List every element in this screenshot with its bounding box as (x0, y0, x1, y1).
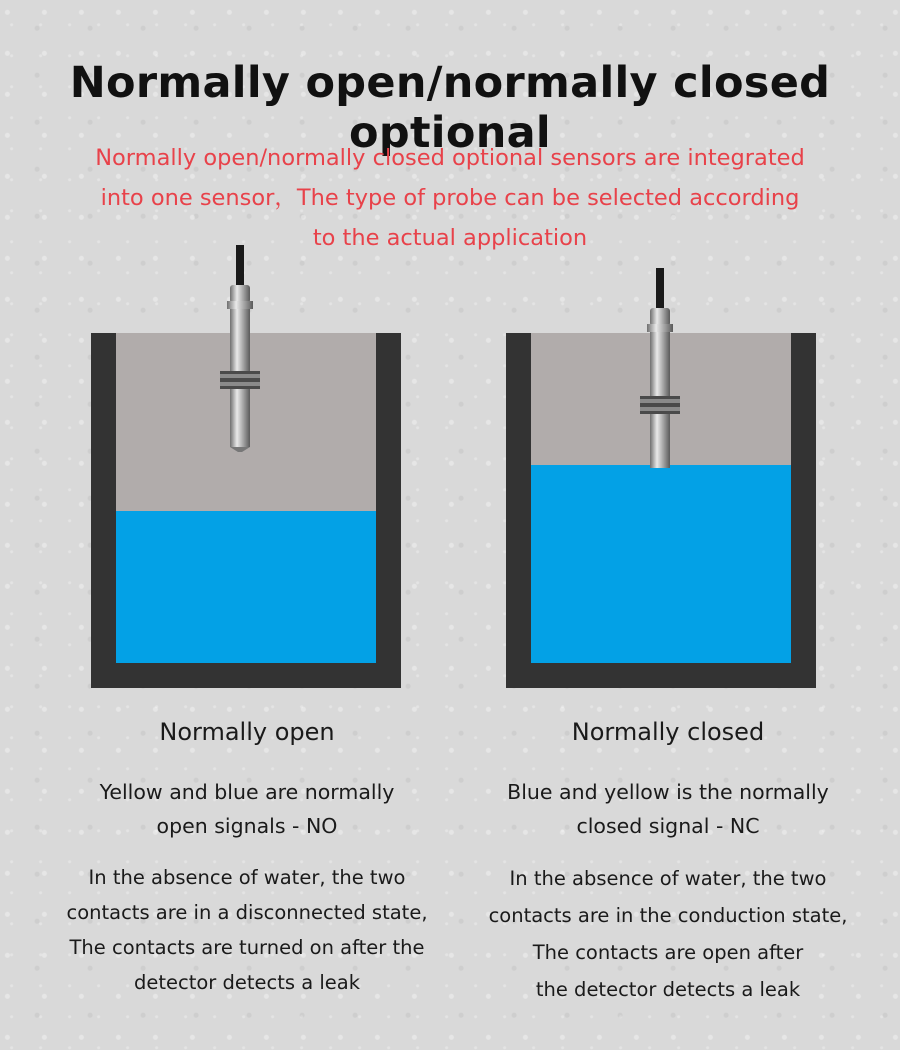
sensor-probe-normally-closed (630, 268, 690, 478)
description-line: In the absence of water, the two (88, 866, 406, 889)
signal-text-normally-closed (468, 775, 868, 843)
description-line: contacts are in the conduction state, (488, 904, 848, 927)
description-line: detector detects a leak (133, 971, 361, 994)
description-line: The contacts are open after (532, 941, 804, 964)
sensor-cable (236, 245, 244, 287)
signal-text-normally-open (47, 775, 447, 843)
subtitle (40, 138, 860, 258)
sensor-lock-nut (220, 371, 260, 389)
mode-label-normally-open: Normally open (159, 718, 335, 746)
description-line: contacts are in a disconnected state, (66, 901, 428, 924)
subtitle-line-2: into one sensor，The type of probe can be selected according (100, 185, 800, 211)
description-line: In the absence of water, the two (509, 867, 827, 890)
sensor-hex-nut (227, 301, 253, 309)
cable-gland (650, 308, 670, 326)
sensor-body (230, 309, 250, 371)
signal-line: Yellow and blue are normally (99, 780, 395, 804)
subtitle-line-1: Normally open/normally closed optional sensors are integrated (95, 145, 805, 171)
sensor-tip (650, 414, 670, 468)
sensor-tip (230, 389, 250, 447)
sensor-probe-normally-open (210, 245, 270, 455)
sensor-cable (656, 268, 664, 310)
mode-label-normally-closed: Normally closed (571, 718, 765, 746)
water-level (116, 511, 376, 663)
signal-line: Blue and yellow is the normally (507, 780, 829, 804)
signal-line: open signals - NO (156, 814, 338, 838)
sensor-hex-nut (647, 324, 673, 332)
signal-line: closed signal - NC (576, 814, 760, 838)
cable-gland (230, 285, 250, 303)
page-title: Normally open/normally closed optional (69, 58, 831, 158)
subtitle-line-3: to the actual application (312, 225, 588, 251)
sensor-body (650, 332, 670, 396)
description-line: the detector detects a leak (535, 978, 801, 1001)
description-line: The contacts are turned on after the (69, 936, 425, 959)
description-normally-open (47, 860, 447, 1000)
sensor-lock-nut (640, 396, 680, 414)
description-normally-closed (468, 860, 868, 1008)
water-level (531, 465, 791, 663)
